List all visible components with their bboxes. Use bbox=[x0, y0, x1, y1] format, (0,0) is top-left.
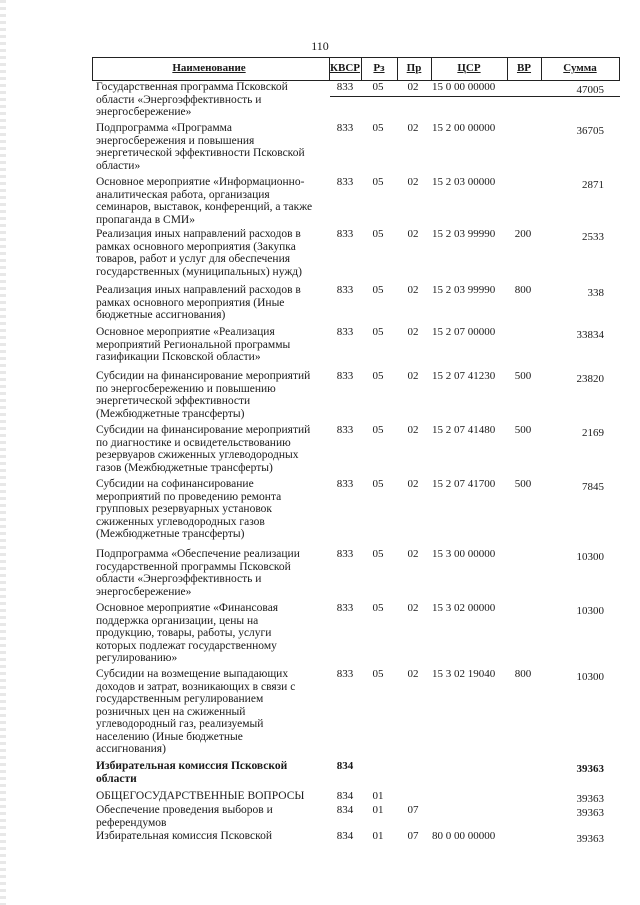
row-name bbox=[92, 284, 328, 322]
row-name bbox=[92, 804, 328, 829]
cell-csr: 15 3 02 00000 bbox=[432, 602, 496, 614]
cell-vr: 500 bbox=[514, 424, 532, 436]
row-name-line: Избирательная комиссия Псковской bbox=[96, 760, 288, 772]
row-name-line: сжиженных углеводородных газов bbox=[96, 515, 265, 528]
row-name-line: государственной программы Псковской bbox=[96, 560, 291, 573]
row-name-line: продукцию, товары, работы, услуги bbox=[96, 627, 272, 639]
cell-sum: 7845 bbox=[582, 481, 604, 493]
row-name-line: области «Энергоэффективность и bbox=[96, 573, 262, 585]
cell-rz: 05 bbox=[372, 326, 384, 338]
row-name-line: энергетической эффективности bbox=[96, 395, 251, 407]
cell-rz: 05 bbox=[372, 122, 384, 134]
cell-pr: 02 bbox=[407, 122, 419, 134]
row-name-line: энергосбережения и повышения bbox=[96, 134, 255, 147]
scan-edge-artifact bbox=[0, 0, 6, 905]
row-name bbox=[92, 176, 328, 226]
row-name-line: ОБЩЕГОСУДАРСТВЕННЫЕ ВОПРОСЫ bbox=[96, 790, 305, 802]
row-name-line: области «Энергоэффективность и bbox=[96, 93, 262, 106]
table-row bbox=[92, 370, 620, 424]
cell-kvsr: 833 bbox=[336, 424, 354, 436]
row-name-line: регулированию» bbox=[96, 652, 178, 664]
cell-kvsr: 833 bbox=[336, 228, 354, 240]
cell-sum: 39363 bbox=[576, 807, 604, 819]
header-sum: Сумма bbox=[563, 62, 597, 74]
cell-vr: 800 bbox=[514, 668, 532, 680]
row-name bbox=[92, 81, 328, 119]
cell-rz: 05 bbox=[372, 424, 384, 436]
cell-pr: 02 bbox=[407, 478, 419, 490]
cell-csr: 15 3 00 00000 bbox=[432, 548, 496, 560]
row-name-line: области» bbox=[96, 159, 141, 172]
row-name-line: энергетической эффективности Псковской bbox=[96, 147, 305, 159]
cell-pr: 02 bbox=[407, 81, 419, 93]
row-name-line: населению (Иные бюджетные bbox=[96, 730, 243, 743]
row-name-line: Обеспечение проведения выборов и bbox=[96, 804, 273, 816]
cell-pr: 02 bbox=[407, 228, 419, 240]
row-name-line: области bbox=[96, 772, 137, 785]
table-body bbox=[92, 81, 620, 852]
row-name-line: розничных цен на сжиженный bbox=[96, 705, 246, 718]
cell-pr: 02 bbox=[407, 370, 419, 382]
row-name-line: углеводородный газ, реализуемый bbox=[96, 718, 264, 730]
row-name bbox=[92, 370, 328, 420]
cell-sum: 33834 bbox=[576, 329, 604, 341]
cell-sum: 36705 bbox=[576, 125, 604, 137]
cell-pr: 07 bbox=[407, 804, 419, 816]
table-header bbox=[92, 57, 620, 81]
table-row bbox=[92, 804, 620, 830]
row-name-line: Основное мероприятие «Реализация bbox=[96, 326, 275, 338]
cell-csr: 15 0 00 00000 bbox=[432, 81, 496, 93]
table-row bbox=[92, 668, 620, 760]
table-row bbox=[92, 424, 620, 478]
cell-rz: 01 bbox=[372, 804, 384, 816]
row-name-line: Субсидии на возмещение выпадающих bbox=[96, 668, 289, 680]
row-name bbox=[92, 548, 328, 598]
cell-sum: 2169 bbox=[582, 427, 604, 439]
cell-rz: 05 bbox=[372, 176, 384, 188]
cell-rz: 01 bbox=[372, 830, 384, 842]
table-row bbox=[92, 326, 620, 370]
cell-sum: 2871 bbox=[582, 179, 604, 191]
row-name-line: поддержка организации, цены на bbox=[96, 614, 259, 627]
row-name-line: Реализация иных направлений расходов в bbox=[96, 228, 301, 240]
cell-kvsr: 833 bbox=[336, 176, 354, 188]
table-row bbox=[92, 176, 620, 228]
row-name-line: энергосбережение» bbox=[96, 106, 192, 118]
table-row bbox=[92, 760, 620, 790]
cell-pr: 02 bbox=[407, 548, 419, 560]
row-name bbox=[92, 760, 328, 785]
cell-sum: 2533 bbox=[582, 231, 604, 243]
row-name-line: ассигнования) bbox=[96, 743, 166, 755]
row-name-line: пропаганда в СМИ» bbox=[96, 213, 195, 226]
cell-csr: 15 2 00 00000 bbox=[432, 122, 496, 134]
row-name-line: Основное мероприятие «Финансовая bbox=[96, 602, 279, 614]
table-row bbox=[92, 81, 620, 122]
row-name-line: газов (Межбюджетные трансферты) bbox=[96, 461, 273, 474]
header-kvsr: КВСР bbox=[330, 62, 360, 74]
cell-pr: 02 bbox=[407, 284, 419, 296]
cell-vr: 500 bbox=[514, 370, 532, 382]
row-name-line: семинаров, выставок, конференций, а также bbox=[96, 201, 313, 213]
cell-csr: 15 2 03 00000 bbox=[432, 176, 496, 188]
cell-kvsr: 834 bbox=[336, 790, 354, 802]
row-name-line: аналитическая работа, организация bbox=[96, 188, 270, 201]
cell-sum: 10300 bbox=[576, 605, 604, 617]
page-number: 110 bbox=[311, 39, 329, 53]
cell-rz: 05 bbox=[372, 370, 384, 382]
row-underline bbox=[330, 96, 620, 97]
row-name-line: референдумов bbox=[96, 816, 167, 829]
cell-csr: 15 2 03 99990 bbox=[432, 284, 496, 296]
table-row bbox=[92, 548, 620, 602]
cell-csr: 15 3 02 19040 bbox=[432, 668, 496, 680]
row-name-line: Подпрограмма «Программа bbox=[96, 122, 232, 134]
cell-sum: 39363 bbox=[576, 793, 604, 805]
cell-csr: 15 2 07 00000 bbox=[432, 326, 496, 338]
row-name-line: мероприятий Региональной программы bbox=[96, 338, 291, 351]
row-name-line: (Межбюджетные трансферты) bbox=[96, 528, 245, 540]
cell-sum: 10300 bbox=[576, 671, 604, 683]
row-name bbox=[92, 424, 328, 474]
table-row bbox=[92, 478, 620, 548]
cell-kvsr: 833 bbox=[336, 122, 354, 134]
row-name bbox=[92, 228, 328, 278]
cell-kvsr: 834 bbox=[336, 804, 354, 816]
row-name-line: которых подлежат государственному bbox=[96, 639, 277, 652]
cell-kvsr: 833 bbox=[336, 284, 354, 296]
row-name-line: Государственная программа Псковской bbox=[96, 81, 288, 93]
row-name-line: по диагностике и освидетельствованию bbox=[96, 436, 291, 449]
row-name-line: Реализация иных направлений расходов в bbox=[96, 284, 301, 296]
cell-sum: 338 bbox=[587, 287, 604, 299]
cell-rz: 05 bbox=[372, 228, 384, 240]
cell-kvsr: 833 bbox=[336, 668, 354, 680]
row-name-line: Субсидии на финансирование мероприятий bbox=[96, 424, 311, 436]
header-pr: Пр bbox=[406, 62, 422, 74]
cell-rz: 05 bbox=[372, 668, 384, 680]
cell-kvsr: 833 bbox=[336, 81, 354, 93]
row-name-line: государственных (муниципальных) нужд) bbox=[96, 265, 302, 278]
cell-rz: 01 bbox=[372, 790, 384, 802]
row-name-line: Избирательная комиссия Псковской bbox=[96, 830, 272, 842]
row-name-line: рамках основного мероприятия (Закупка bbox=[96, 240, 296, 253]
row-name-line: Субсидии на софинансирование bbox=[96, 478, 254, 490]
row-name-line: рамках основного мероприятия (Иные bbox=[96, 296, 285, 309]
cell-pr: 02 bbox=[407, 326, 419, 338]
table-row bbox=[92, 602, 620, 668]
cell-rz: 05 bbox=[372, 81, 384, 93]
row-name-line: доходов и затрат, возникающих в связи с bbox=[96, 680, 296, 693]
cell-kvsr: 834 bbox=[336, 830, 354, 842]
cell-kvsr: 833 bbox=[336, 370, 354, 382]
row-name bbox=[92, 790, 328, 803]
cell-rz: 05 bbox=[372, 284, 384, 296]
header-rz: Рз bbox=[373, 62, 385, 74]
cell-csr: 15 2 07 41230 bbox=[432, 370, 496, 382]
cell-csr: 15 2 07 41700 bbox=[432, 478, 496, 490]
cell-pr: 02 bbox=[407, 424, 419, 436]
cell-csr: 80 0 00 00000 bbox=[432, 830, 496, 842]
cell-csr: 15 2 03 99990 bbox=[432, 228, 496, 240]
row-name-line: резервуаров сжиженных углеводородных bbox=[96, 449, 299, 461]
table-row bbox=[92, 228, 620, 284]
row-name bbox=[92, 326, 328, 364]
row-name-line: мероприятий по проведению ремонта bbox=[96, 490, 282, 503]
cell-rz: 05 bbox=[372, 602, 384, 614]
row-name-line: энергосбережение» bbox=[96, 585, 192, 598]
row-name-line: товаров, работ и услуг для обеспечения bbox=[96, 253, 291, 265]
header-vr: ВР bbox=[516, 62, 532, 74]
row-name-line: Основное мероприятие «Информационно- bbox=[96, 176, 305, 188]
table-row bbox=[92, 830, 620, 852]
cell-sum: 39363 bbox=[576, 833, 604, 845]
budget-table bbox=[92, 57, 620, 852]
table-row bbox=[92, 122, 620, 176]
cell-sum: 23820 bbox=[576, 373, 604, 385]
row-name bbox=[92, 602, 328, 665]
row-name-line: (Межбюджетные трансферты) bbox=[96, 407, 245, 420]
cell-rz: 05 bbox=[372, 478, 384, 490]
header-name: Наименование bbox=[172, 62, 246, 74]
row-name-line: газификации Псковской области» bbox=[96, 351, 261, 363]
cell-pr: 02 bbox=[407, 602, 419, 614]
cell-vr: 500 bbox=[514, 478, 532, 490]
row-name bbox=[92, 122, 328, 172]
cell-sum: 39363 bbox=[576, 763, 604, 775]
cell-kvsr: 833 bbox=[336, 478, 354, 490]
cell-pr: 07 bbox=[407, 830, 419, 842]
cell-csr: 15 2 07 41480 bbox=[432, 424, 496, 436]
row-name-line: бюджетные ассигнования) bbox=[96, 309, 226, 321]
cell-kvsr: 833 bbox=[336, 326, 354, 338]
row-name-line: Подпрограмма «Обеспечение реализации bbox=[96, 548, 300, 560]
row-name bbox=[92, 478, 328, 541]
row-name bbox=[92, 830, 328, 843]
table-row bbox=[92, 790, 620, 804]
cell-kvsr: 834 bbox=[336, 760, 354, 772]
row-name-line: групповых резервуарных установок bbox=[96, 503, 273, 515]
cell-sum: 10300 bbox=[576, 551, 604, 563]
cell-pr: 02 bbox=[407, 668, 419, 680]
cell-rz: 05 bbox=[372, 548, 384, 560]
row-name-line: Субсидии на финансирование мероприятий bbox=[96, 370, 311, 382]
header-csr: ЦСР bbox=[457, 62, 481, 74]
cell-kvsr: 833 bbox=[336, 548, 354, 560]
cell-sum: 47005 bbox=[576, 84, 604, 96]
row-name-line: государственным регулированием bbox=[96, 693, 264, 705]
row-name bbox=[92, 668, 328, 756]
cell-pr: 02 bbox=[407, 176, 419, 188]
table-row bbox=[92, 284, 620, 326]
cell-vr: 800 bbox=[514, 284, 532, 296]
cell-vr: 200 bbox=[514, 228, 532, 240]
row-name-line: по энергосбережению и повышению bbox=[96, 382, 276, 395]
cell-kvsr: 833 bbox=[336, 602, 354, 614]
